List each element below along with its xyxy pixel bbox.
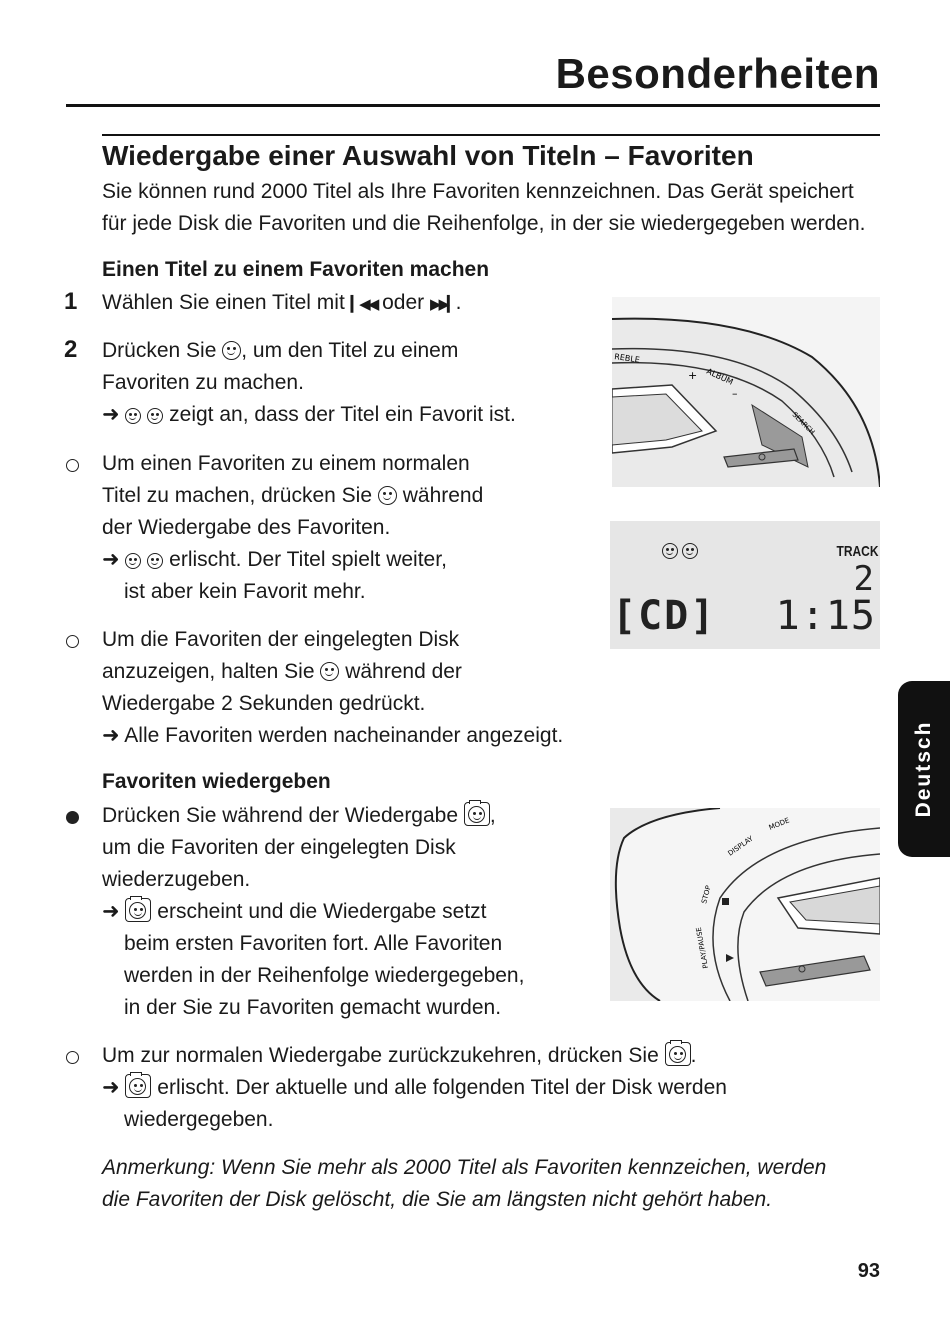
previous-track-icon: ▎◀◀ (350, 296, 377, 313)
arrow-icon: ➜ (102, 1076, 120, 1099)
arrow-icon: ➜ (102, 403, 120, 426)
section-rule (102, 134, 880, 136)
smiley-icon (125, 408, 141, 424)
intro-line: für jede Disk die Favoriten und die Reihenfolge, in der sie wiedergegeben werden. (102, 212, 866, 235)
lcd-favorite-icons (662, 543, 698, 561)
smiley-icon (147, 553, 163, 569)
favorite-smiley-icon (222, 341, 241, 360)
device-bottom-drawing (610, 808, 880, 1001)
lcd-time: 1:15 (775, 593, 876, 639)
section-title: Wiedergabe einer Auswahl von Titeln – Favoriten (102, 140, 754, 171)
bullet-dot-icon (66, 811, 79, 824)
option-circle-icon (66, 1051, 79, 1064)
step-number: 1 (64, 288, 78, 315)
device-label: + (688, 369, 698, 382)
device-top-illustration (612, 297, 880, 487)
lcd-display-illustration (610, 521, 880, 649)
arrow-icon: ➜ (102, 900, 120, 923)
device-label: ALBUM (705, 366, 735, 387)
page-title: Besonderheiten (555, 50, 880, 97)
intro-paragraph (102, 176, 892, 240)
smiley-icon (662, 543, 678, 559)
device-label: REBLE (613, 352, 641, 365)
device-label: DISPLAY (726, 834, 755, 858)
option-circle-icon (66, 635, 79, 648)
note (102, 1152, 826, 1216)
page-number: 93 (857, 1260, 880, 1282)
step-1-text: Wählen Sie einen Titel mit ▎◀◀ oder ▶▶▎. (102, 291, 462, 314)
lcd-track-label: TRACK (836, 543, 878, 560)
device-bottom-illustration (610, 808, 880, 1001)
device-label: – (732, 387, 738, 400)
smiley-icon (682, 543, 698, 559)
smiley-icon (125, 553, 141, 569)
note-line: Anmerkung: Wenn Sie mehr als 2000 Titel als Favoriten kennzeichen, werden (102, 1156, 827, 1179)
lcd-track-number: 2 (853, 559, 874, 599)
bullet-play-favorites-text: Drücken Sie während der Wiedergabe , um die Favoriten der eingelegten Disk wiederzugeben. ➜ erscheint und die Wiedergabe setzt beim ersten Favoriten fort. Alle Favoriten werden in der Reihenfolge wiedergegeben, in der Sie zu Favoriten gemacht wurden. (102, 804, 525, 1019)
step-number: 2 (64, 336, 78, 363)
subheading-make-favorite: Einen Titel zu einem Favoriten machen (102, 258, 490, 281)
device-label: STOP (700, 884, 713, 905)
subheading-play-favorites: Favoriten wiedergeben (102, 770, 331, 793)
intro-line: Sie können rund 2000 Titel als Ihre Favoriten kennzeichnen. Das Gerät speichert (102, 180, 854, 203)
arrow-icon: ➜ (102, 724, 120, 747)
option-show-favorites-text: Um die Favoriten der eingelegten Disk anzuzeigen, halten Sie während der Wiedergabe 2 Sekunden gedrückt. ➜ Alle Favoriten werden nacheinander angezeigt. (102, 628, 564, 747)
note-line: die Favoriten der Disk gelöscht, die Sie am längsten nicht gehört haben. (102, 1188, 773, 1211)
title-rule (66, 104, 880, 107)
option-circle-icon (66, 459, 79, 472)
favorite-play-button-icon (125, 898, 151, 922)
lcd-source: [CD] (612, 593, 717, 639)
device-top-drawing (612, 297, 880, 487)
device-label: MODE (767, 816, 791, 832)
device-label: PLAY/PAUSE (694, 926, 710, 970)
option-normal-play-text: Um zur normalen Wiedergabe zurückzukehren, drücken Sie . ➜ erlischt. Der aktuelle und alle folgenden Titel der Disk werden wiedergegeben. (102, 1044, 727, 1131)
step-2-text: Drücken Sie , um den Titel zu einem Favoriten zu machen. ➜ zeigt an, dass der Titel ein Favorit ist. (102, 339, 516, 426)
language-tab (898, 681, 950, 857)
smiley-icon (147, 408, 163, 424)
favorite-smiley-icon (320, 662, 339, 681)
next-track-icon: ▶▶▎ (429, 296, 456, 313)
favorite-play-button-icon (125, 1074, 151, 1098)
device-label: SEARCH (790, 410, 817, 437)
arrow-icon: ➜ (102, 548, 120, 571)
stop-icon (722, 898, 729, 905)
language-tab-label: Deutsch (912, 720, 935, 818)
favorite-play-button-icon (464, 802, 490, 826)
favorite-smiley-icon (378, 486, 397, 505)
option-unfavorite-text: Um einen Favoriten zu einem normalen Titel zu machen, drücken Sie während der Wiedergabe des Favoriten. ➜ erlischt. Der Titel spielt weiter, ist aber kein Favorit mehr. (102, 452, 484, 603)
favorite-play-button-icon (665, 1042, 691, 1066)
